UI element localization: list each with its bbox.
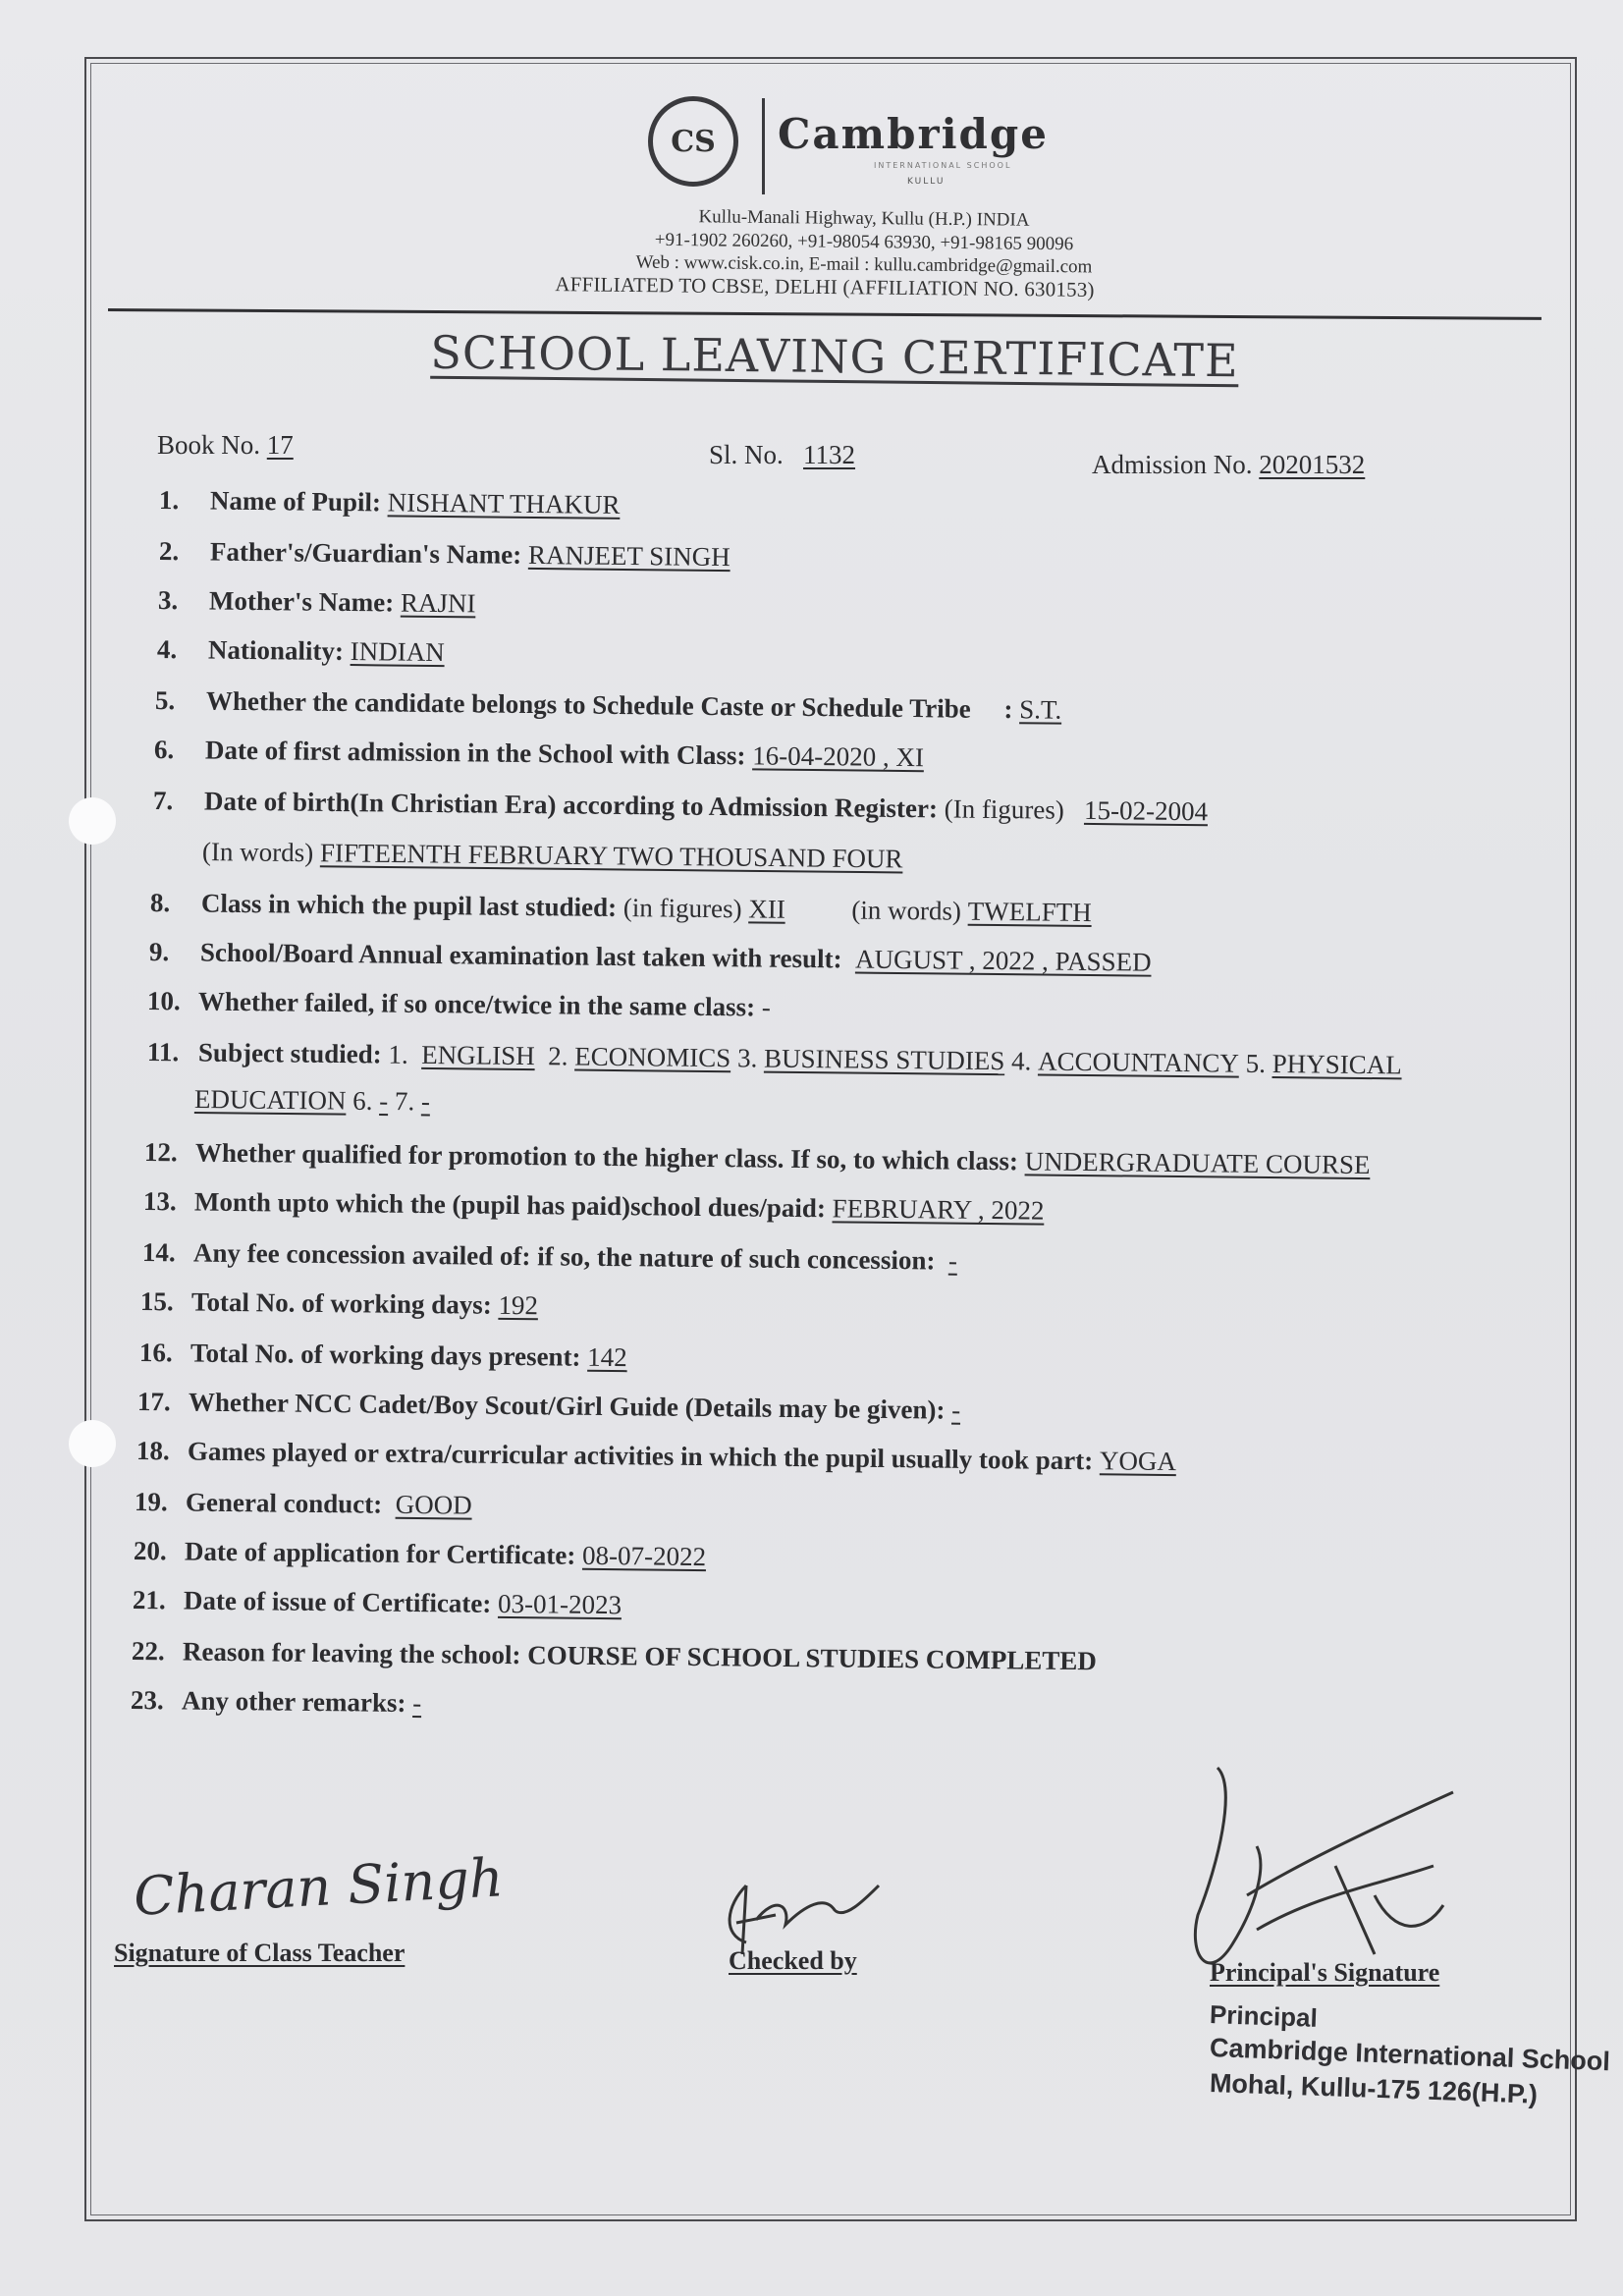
- item-subjects: 11. Subject studied: 1. ENGLISH 2. ECONOMICS 3. BUSINESS STUDIES 4. ACCOUNTANCY 5. PHYSICAL: [146, 1037, 1402, 1080]
- school-logo: [648, 96, 1049, 194]
- item-promotion: 12. Whether qualified for promotion to the higher class. If so, to which class: UNDERGRADUATE COURSE: [143, 1137, 1371, 1180]
- item-conduct: 19. General conduct: GOOD: [134, 1487, 472, 1520]
- web-email-line: Web : www.cisk.co.in, E-mail : kullu.cambridge@gmail.com: [635, 251, 1093, 278]
- stamp-principal: Principal: [1209, 1999, 1319, 2033]
- stamp-school-name: Cambridge International School: [1209, 2033, 1611, 2077]
- serial-number: Sl. No. 1132: [709, 440, 856, 469]
- item-name-of-pupil: 1. Name of Pupil: NISHANT THAKUR: [158, 485, 621, 519]
- school-place: KULLU: [907, 177, 946, 187]
- item-ncc-scout: 17. Whether NCC Cadet/Boy Scout/Girl Guide (Details may be given): -: [136, 1387, 961, 1425]
- item-other-remarks: 23. Any other remarks: -: [130, 1685, 422, 1719]
- cs-emblem-icon: CS: [648, 96, 738, 187]
- item-last-class: 8. Class in which the pupil last studied: (in figures) XII (in words) TWELFTH: [149, 888, 1092, 928]
- item-fee-concession: 14. Any fee concession availed of: if so, the nature of such concession: -: [141, 1237, 958, 1276]
- item-father-name: 2. Father's/Guardian's Name: RANJEET SINGH: [158, 536, 730, 573]
- school-name: Cambridge: [778, 110, 1049, 158]
- item-mother-name: 3. Mother's Name: RAJNI: [157, 585, 476, 619]
- item-leaving-reason: 22. Reason for leaving the school: COURSE OF SCHOOL STUDIES COMPLETED: [131, 1636, 1097, 1676]
- book-number: Book No. 17: [157, 430, 294, 460]
- item-nationality: 4. Nationality: INDIAN: [156, 634, 445, 668]
- affiliation-line: AFFILIATED TO CBSE, DELHI (AFFILIATION NO. 630153): [555, 272, 1095, 301]
- school-tagline: INTERNATIONAL SCHOOL: [874, 161, 1012, 170]
- checked-by-label: Checked by: [729, 1946, 857, 1975]
- item-days-present: 16. Total No. of working days present: 142: [138, 1338, 627, 1373]
- class-teacher-signature: Charan Singh: [132, 1846, 506, 1928]
- item-whether-failed: 10. Whether failed, if so once/twice in the same class: -: [146, 986, 772, 1022]
- principal-label: Principal's Signature: [1210, 1958, 1440, 1987]
- item-issue-date: 21. Date of issue of Certificate: 03-01-2023: [132, 1585, 622, 1620]
- punch-hole-bottom: [69, 1420, 116, 1467]
- item-first-admission: 6. Date of first admission in the School with Class: 16-04-2020 , XI: [153, 735, 925, 773]
- item-date-of-birth-words: (In words) FIFTEENTH FEBRUARY TWO THOUSAND FOUR: [201, 837, 903, 874]
- item-caste-tribe: 5. Whether the candidate belongs to Schedule Caste or Schedule Tribe : S.T.: [154, 685, 1062, 725]
- item-application-date: 20. Date of application for Certificate: 08-07-2022: [133, 1536, 707, 1572]
- certificate-title: SCHOOL LEAVING CERTIFICATE: [430, 325, 1239, 388]
- phone-line: +91-1902 260260, +91-98054 63930, +91-98165 90096: [654, 229, 1074, 255]
- item-working-days: 15. Total No. of working days: 192: [139, 1286, 539, 1321]
- item-subjects-continued: EDUCATION 6. - 7. -: [193, 1084, 431, 1117]
- item-last-exam: 9. School/Board Annual examination last taken with result: AUGUST , 2022 , PASSED: [148, 937, 1152, 977]
- item-dues-paid: 13. Month upto which the (pupil has paid)school dues/paid: FEBRUARY , 2022: [142, 1186, 1045, 1226]
- item-activities: 18. Games played or extra/curricular activities in which the pupil usually took part: YOGA: [135, 1436, 1177, 1477]
- address-line: Kullu-Manali Highway, Kullu (H.P.) INDIA: [698, 206, 1030, 231]
- admission-number: Admission No. 20201532: [1092, 450, 1366, 479]
- item-date-of-birth: 7. Date of birth(In Christian Era) according to Admission Register: (In figures) 15-02-2004: [152, 786, 1209, 827]
- punch-hole-top: [69, 797, 116, 845]
- stamp-address: Mohal, Kullu-175 126(H.P.): [1209, 2068, 1539, 2109]
- class-teacher-label: Signature of Class Teacher: [114, 1939, 406, 1967]
